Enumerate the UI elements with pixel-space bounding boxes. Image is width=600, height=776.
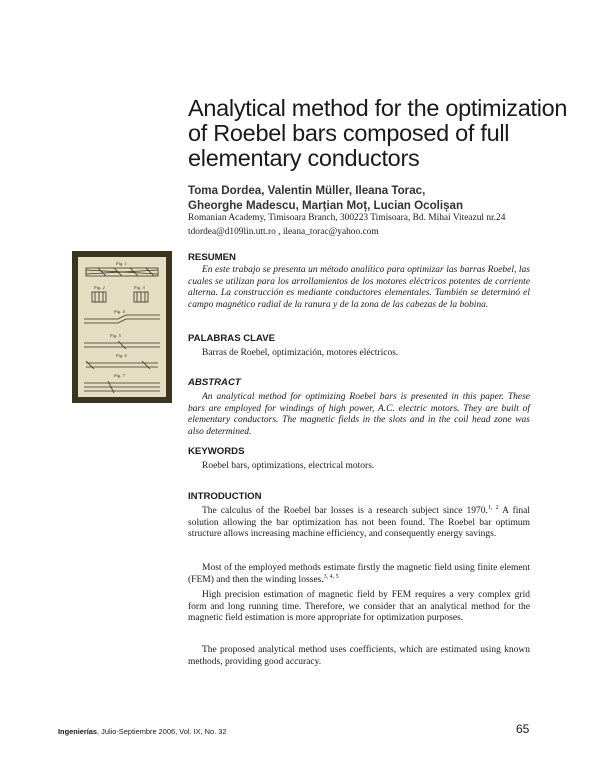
introduction-heading: INTRODUCTION (188, 491, 262, 502)
authors-line-1: Toma Dordea, Valentin Müller, Ileana Torac, (188, 184, 426, 197)
footer-journal-info (58, 727, 226, 736)
footer-journal-name: Ingenierías (58, 727, 98, 736)
abstract-heading: ABSTRACT (188, 377, 241, 388)
resumen-heading: RESUMEN (188, 252, 236, 263)
fig-label-5: Fig. 5 (110, 333, 121, 338)
fig6-bar (86, 361, 158, 369)
intro-p1-start: The calculus of the Roebel bar losses is a research subject since 1970. (202, 506, 488, 516)
fig-label-1: Fig. 1 (116, 261, 127, 266)
affiliation: Romanian Academy, Timisoara Branch, 300223 Timisoara, Bd. Mihai Viteazul nr.24 (188, 213, 506, 223)
intro-p1-refs: 1, 2 (487, 504, 499, 511)
intro-p1-rest: A final solution allowing the bar optimization has not been found. The Roebel bar optimum structure allows increasing machine efficiency, and consequently energy savings. (188, 506, 530, 540)
fig-label-3: Fig. 3 (134, 285, 145, 290)
intro-paragraph-4: The proposed analytical method uses coefficients, which are estimated using known methods, providing good accuracy. (188, 645, 530, 667)
fig7-bar (84, 381, 160, 393)
fig4-bar (84, 315, 160, 323)
keywords-heading: KEYWORDS (188, 446, 245, 457)
fig-label-4: Fig. 4 (114, 309, 125, 314)
fig-label-7: Fig. 7 (114, 373, 125, 378)
palabras-clave-heading: PALABRAS CLAVE (188, 333, 276, 344)
authors-line-2: Gheorghe Madescu, Marțian Moț, Lucian Ocolișan (188, 199, 464, 212)
intro-p2-text: Most of the employed methods estimate firstly the magnetic field using finite element (FEM) and then the winding losses. (188, 563, 530, 585)
fig3-lines (137, 292, 145, 302)
intro-paragraph-2 (188, 563, 530, 586)
page-number: 65 (516, 722, 530, 736)
intro-paragraph-1 (188, 506, 530, 541)
article-title: Analytical method for the optimization of Roebel bars composed of full elementary conductors (188, 94, 568, 171)
fig-label-6: Fig. 6 (116, 353, 127, 358)
resumen-text: En este trabajo se presenta un método analítico para optimizar las barras Roebel, las cuales se utilizan para los arrollamientos de los motores eléctricos potentes de corriente alterna. La construcción es mediante conductores elementales. También se determinó el campo magnético radial de la ranura y de la zona de las cabezas de la bobina. (188, 265, 530, 310)
figure-drawing (78, 257, 166, 397)
authors (188, 183, 568, 213)
abstract-text: An analytical method for optimizing Roebel bars is presented in this paper. These bars are employed for windings of high power, A.C. electric motors. They are built of elementary conductors. The magnetic fields in the slots and in the coil head zone was also determined. (188, 392, 530, 437)
footer-issue: , Julio-Septiembre 2006, Vol. IX, No. 32 (97, 727, 227, 736)
fig5-bar (84, 341, 160, 349)
author-emails: tdordea@d109lin.utt.ro , ileana_torac@yahoo.com (188, 227, 379, 237)
fig1-strands (86, 268, 158, 276)
palabras-clave-text: Barras de Roebel, optimización, motores eléctricos. (202, 348, 399, 358)
figure-paper (78, 257, 166, 397)
fig2-lines (95, 292, 103, 302)
intro-paragraph-3: High precision estimation of magnetic field by FEM requires a very complex grid form and long running time. Therefore, we consider that an analytical method for the magnetic field estimation is more appropriate for optimization purposes. (188, 590, 530, 624)
keywords-text: Roebel bars, optimizations, electrical motors. (202, 461, 375, 471)
intro-p2-refs: 3, 4, 5 (323, 573, 339, 580)
roebel-patent-figure (72, 251, 172, 403)
fig-label-2: Fig. 2 (94, 285, 105, 290)
